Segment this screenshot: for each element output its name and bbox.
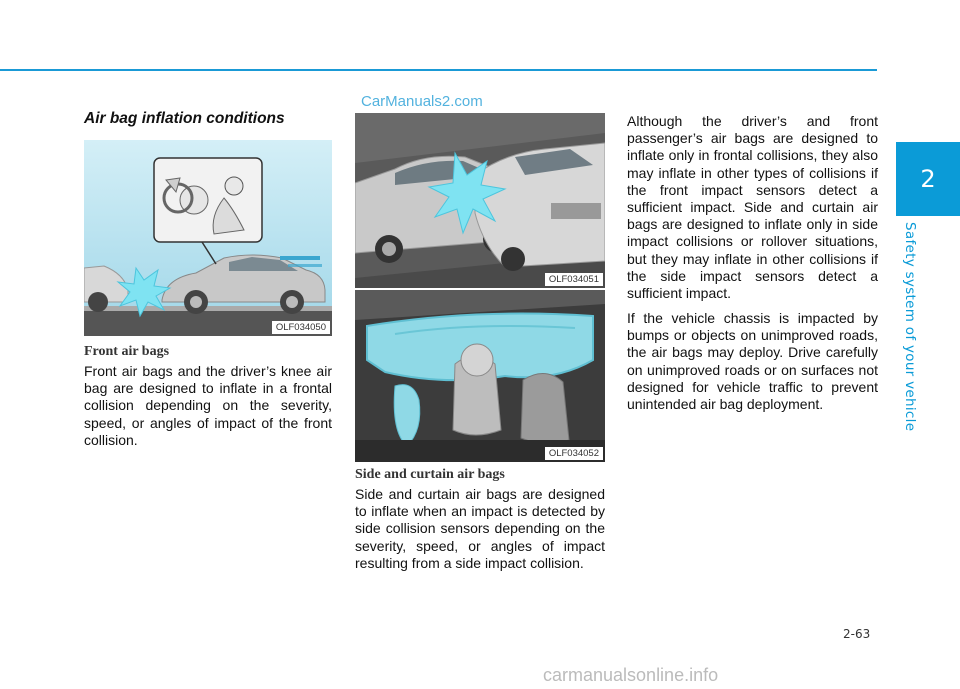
right-column-paragraph-2: If the vehicle chassis is impacted by bumps or objects on unimproved roads, the air bags may deploy. Drive carefully on unimproved roads or on surfaces not designed for vehicle traffic to prevent unintended air bag deployment. (627, 310, 878, 413)
figure-front-collision (84, 140, 332, 336)
figure-curtain-airbag (355, 290, 605, 462)
top-watermark: CarManuals2.com (361, 93, 483, 110)
figure-caption: OLF034050 (272, 321, 330, 334)
figure-caption: OLF034052 (545, 447, 603, 460)
side-airbags-heading: Side and curtain air bags (355, 467, 505, 482)
chapter-tab (896, 142, 960, 216)
footer-watermark: carmanualsonline.info (543, 665, 719, 685)
chapter-number: 2 (920, 165, 936, 193)
front-collision-illustration (84, 140, 332, 336)
figure-caption: OLF034051 (545, 273, 603, 286)
front-airbags-heading: Front air bags (84, 344, 170, 359)
right-column-paragraph-1: Although the driver’s and front passenger’s air bags are designed to inflate only in frontal collisions, they also may inflate in other types of collisions if the front impact sensors detect a sufficient impact. Side and curtain air bags are designed to inflate only in side impact collisions or rollover situations, but they may inflate in other collisions if the side impact sensors detect a sufficient impact. (627, 113, 878, 302)
front-airbags-text: Front air bags and the driver’s knee air bag are designed to inflate in a frontal collision depending on the severity, speed, or angles of impact of the front collision. (84, 363, 332, 448)
chapter-side-title: Safety system of your vehicle (902, 222, 918, 432)
curtain-airbag-illustration (355, 290, 605, 462)
section-heading: Air bag inflation conditions (84, 110, 285, 127)
side-collision-illustration (355, 113, 605, 288)
figure-side-collision (355, 113, 605, 288)
side-airbags-text: Side and curtain air bags are designed to inflate when an impact is detected by side collision sensors depending on the severity, speed, or angles of impact resulting from a side impact collision. (355, 486, 605, 571)
page-number: 2-63 (843, 627, 871, 641)
header-rule (0, 69, 877, 71)
